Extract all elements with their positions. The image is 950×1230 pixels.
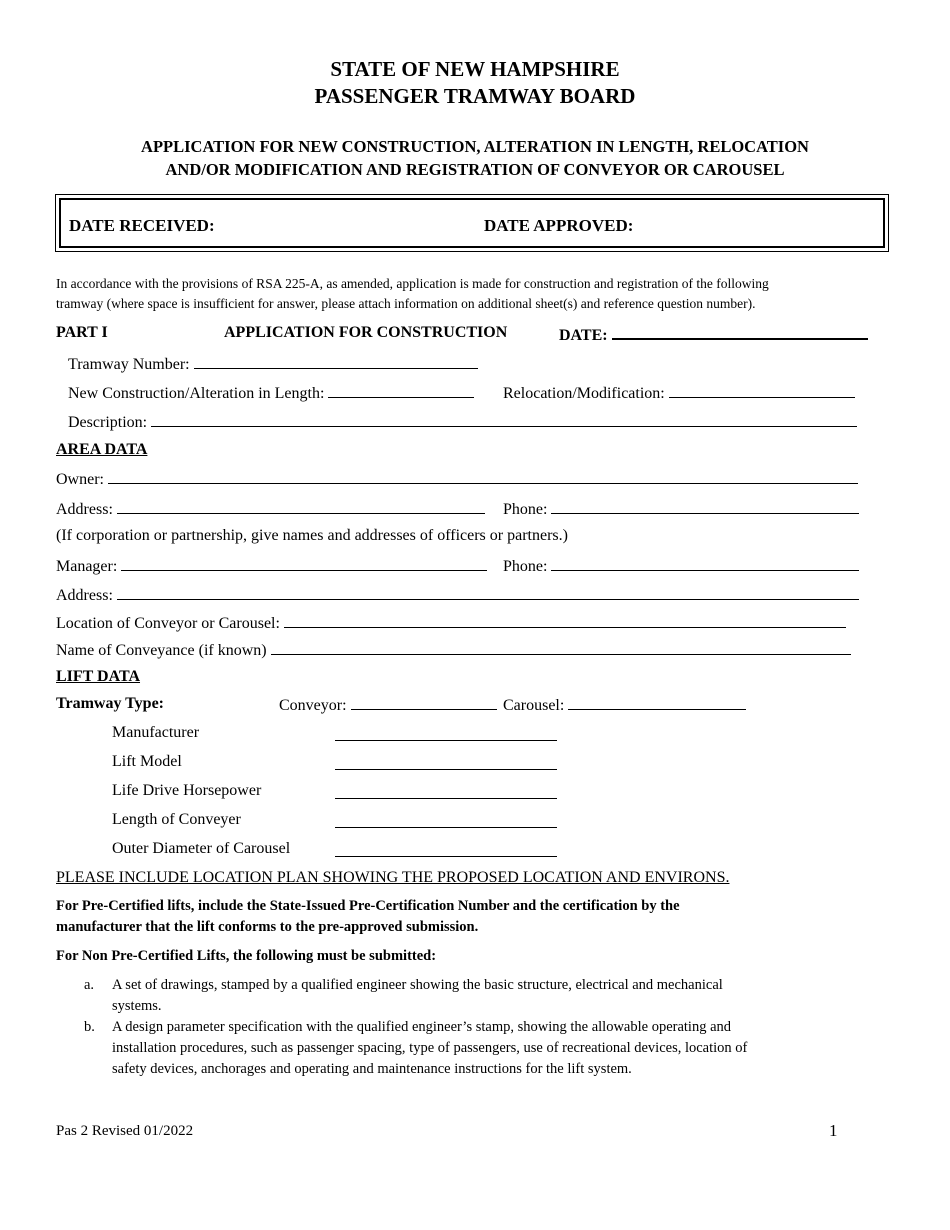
part1-label: PART I bbox=[56, 324, 108, 341]
item-b-line-3: safety devices, anchorages and operating and maintenance instructions for the lift system. bbox=[112, 1061, 632, 1077]
owner-phone-label: Phone: bbox=[503, 501, 548, 518]
owner-phone-field[interactable] bbox=[503, 499, 859, 519]
intro-line-2: tramway (where space is insufficient for answer, please attach information on additional sheet(s) and reference question number). bbox=[56, 296, 756, 311]
date-received-label: DATE RECEIVED: bbox=[69, 216, 215, 235]
form-title-line1: APPLICATION FOR NEW CONSTRUCTION, ALTERATION IN LENGTH, RELOCATION bbox=[141, 137, 809, 156]
owner-address-label: Address: bbox=[56, 501, 113, 518]
owner-label: Owner: bbox=[56, 471, 104, 488]
item-a-line-1: A set of drawings, stamped by a qualified engineer showing the basic structure, electrical and mechanical bbox=[112, 977, 723, 993]
carousel-diameter-line[interactable] bbox=[335, 842, 557, 857]
part1-date-label: DATE: bbox=[559, 327, 608, 344]
location-line[interactable] bbox=[284, 613, 846, 628]
corporation-note: (If corporation or partnership, give names and addresses of officers or partners.) bbox=[56, 527, 568, 544]
location-label: Location of Conveyor or Carousel: bbox=[56, 615, 280, 632]
description-field[interactable] bbox=[68, 412, 857, 432]
manager-address-field[interactable] bbox=[56, 585, 859, 605]
part1-date-line[interactable] bbox=[612, 324, 868, 340]
conveyance-name-field[interactable] bbox=[56, 640, 851, 660]
manufacturer-line[interactable] bbox=[335, 726, 557, 741]
owner-line[interactable] bbox=[108, 469, 858, 484]
form-title-line2: AND/OR MODIFICATION AND REGISTRATION OF CONVEYOR OR CAROUSEL bbox=[165, 160, 785, 179]
description-label: Description: bbox=[68, 414, 148, 431]
lift-model-label: Lift Model bbox=[112, 753, 182, 770]
nonprecert-heading: For Non Pre-Certified Lifts, the following must be submitted: bbox=[56, 948, 437, 964]
conveyor-label: Conveyor: bbox=[279, 697, 347, 714]
relocation-line[interactable] bbox=[669, 383, 855, 398]
date-box bbox=[55, 194, 889, 252]
owner-phone-line[interactable] bbox=[551, 499, 859, 514]
part1-heading: APPLICATION FOR CONSTRUCTION bbox=[224, 324, 508, 341]
tramway-number-field[interactable] bbox=[68, 354, 478, 374]
page-subtitle-board: PASSENGER TRAMWAY BOARD bbox=[314, 84, 636, 108]
manager-phone-label: Phone: bbox=[503, 558, 548, 575]
manager-field[interactable] bbox=[56, 556, 487, 576]
item-b-marker: b. bbox=[84, 1019, 95, 1035]
intro-line-1: In accordance with the provisions of RSA 225-A, as amended, application is made for construction and registration of the following bbox=[56, 276, 769, 291]
conveyance-name-line[interactable] bbox=[271, 640, 851, 655]
item-a-line-2: systems. bbox=[112, 998, 162, 1014]
new-construction-line[interactable] bbox=[328, 383, 474, 398]
description-line[interactable] bbox=[151, 412, 857, 427]
item-b-line-1: A design parameter specification with the qualified engineer’s stamp, showing the allowable operating and bbox=[112, 1019, 732, 1035]
relocation-field[interactable] bbox=[503, 383, 855, 403]
horsepower-line[interactable] bbox=[335, 784, 557, 799]
conveyor-field[interactable] bbox=[279, 695, 497, 715]
tramway-number-line[interactable] bbox=[194, 354, 478, 369]
conveyance-name-label: Name of Conveyance (if known) bbox=[56, 642, 267, 659]
owner-address-line[interactable] bbox=[117, 499, 485, 514]
owner-field[interactable] bbox=[56, 469, 858, 489]
lift-model-line[interactable] bbox=[335, 755, 557, 770]
conveyer-length-label: Length of Conveyer bbox=[112, 811, 241, 828]
location-plan-instruction: PLEASE INCLUDE LOCATION PLAN SHOWING THE PROPOSED LOCATION AND ENVIRONS. bbox=[56, 869, 730, 886]
lift-data-heading: LIFT DATA bbox=[56, 668, 141, 685]
conveyor-line[interactable] bbox=[351, 695, 497, 710]
part1-date-field[interactable] bbox=[559, 324, 868, 345]
manager-address-line[interactable] bbox=[117, 585, 859, 600]
new-construction-label: New Construction/Alteration in Length: bbox=[68, 385, 325, 402]
manufacturer-label: Manufacturer bbox=[112, 724, 200, 741]
date-approved-label: DATE APPROVED: bbox=[484, 216, 634, 235]
manager-label: Manager: bbox=[56, 558, 118, 575]
precert-line-1: For Pre-Certified lifts, include the State-Issued Pre-Certification Number and the certification by the bbox=[56, 898, 680, 914]
page-number: 1 bbox=[829, 1121, 838, 1140]
location-field[interactable] bbox=[56, 613, 846, 633]
carousel-diameter-label: Outer Diameter of Carousel bbox=[112, 840, 291, 857]
relocation-label: Relocation/Modification: bbox=[503, 385, 665, 402]
horsepower-label: Life Drive Horsepower bbox=[112, 782, 262, 799]
tramway-number-label: Tramway Number: bbox=[68, 356, 190, 373]
owner-address-field[interactable] bbox=[56, 499, 485, 519]
manager-line[interactable] bbox=[121, 556, 487, 571]
new-construction-field[interactable] bbox=[68, 383, 474, 403]
carousel-label: Carousel: bbox=[503, 697, 565, 714]
manager-phone-field[interactable] bbox=[503, 556, 859, 576]
precert-line-2: manufacturer that the lift conforms to the pre-approved submission. bbox=[56, 919, 479, 935]
page-title: STATE OF NEW HAMPSHIRE bbox=[330, 57, 620, 81]
item-a-marker: a. bbox=[84, 977, 95, 993]
tramway-type-label: Tramway Type: bbox=[56, 695, 164, 712]
conveyer-length-line[interactable] bbox=[335, 813, 557, 828]
footer-revision: Pas 2 Revised 01/2022 bbox=[56, 1123, 194, 1139]
item-b-line-2: installation procedures, such as passenger spacing, type of passengers, use of recreational devices, location of bbox=[112, 1040, 748, 1056]
carousel-field[interactable] bbox=[503, 695, 746, 715]
manager-address-label: Address: bbox=[56, 587, 113, 604]
manager-phone-line[interactable] bbox=[551, 556, 859, 571]
carousel-line[interactable] bbox=[568, 695, 746, 710]
area-data-heading: AREA DATA bbox=[56, 441, 148, 458]
